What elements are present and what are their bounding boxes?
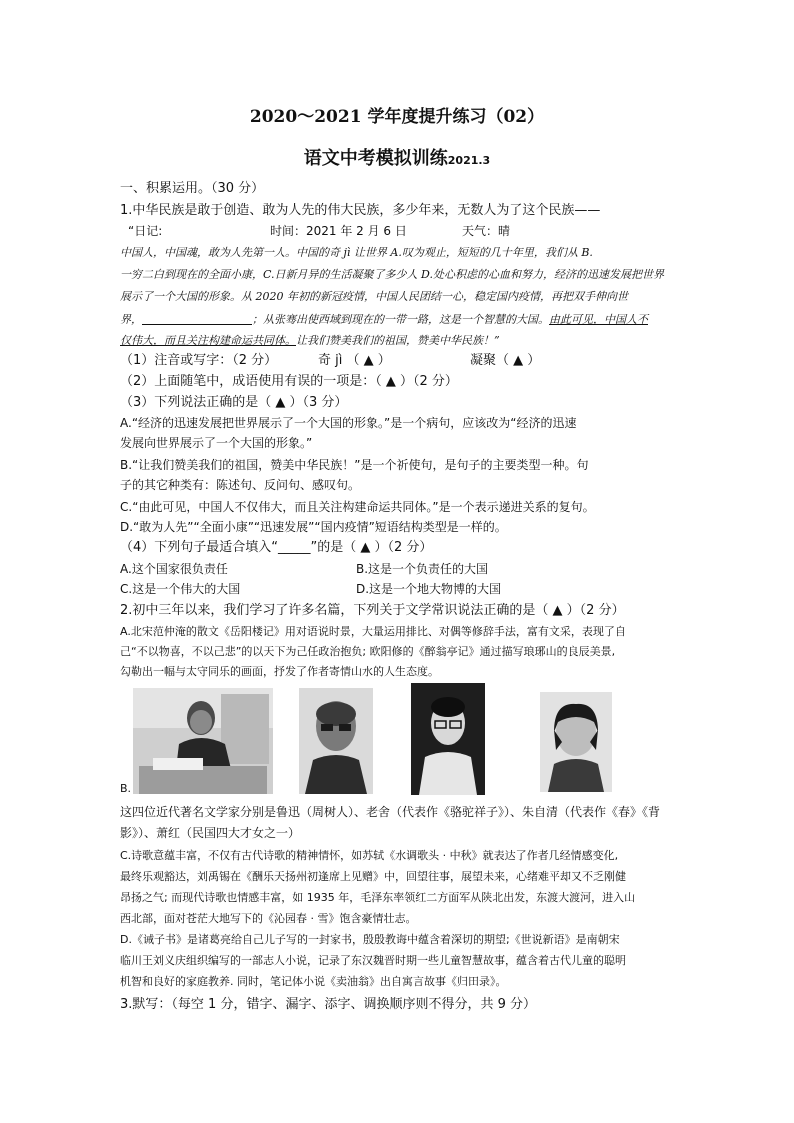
passage-text: 中国人，中国魂，敢为人先第一人。中国的奇 jì 让世界 A.叹为观止，短短的几十年里，我们从 B. [120, 246, 593, 259]
diary-time: 时间：2021 年 2 月 6 日 [270, 224, 407, 238]
q1-sub2: （2）上面随笔中，成语使用有误的一项是：（ ▲ ）（2 分） [120, 374, 458, 389]
passage-line-1 [120, 246, 593, 260]
option-a-line1: A.“经济的迅速发展把世界展示了一个大国的形象。”是一个病句，应该改为“经济的迅速 [120, 416, 577, 430]
subtitle-date: 2021.3 [447, 154, 491, 167]
diary-label: “日记: [128, 224, 163, 238]
q2-a-line1: A.北宋范仲淹的散文《岳阳楼记》用对语说时景，大量运用排比、对偶等修辞手法，富有文采，表现了自 [120, 625, 626, 638]
q2-c-line2: 最终乐观豁达，刘禹锡在《酬乐天扬州初逢席上见赠》中，回望往事，展望未来，心绪难平却又不乏刚健 [120, 870, 626, 883]
q2-c-line3: 昂扬之气; 而现代诗歌也情感丰富，如 1935 年，毛泽东率领红二方面军从陕北出发，东渡大渡河，进入山 [120, 891, 636, 904]
q1-sub3: （3）下列说法正确的是（ ▲ ）（3 分） [120, 395, 348, 410]
q3-stem: 3.默写：（每空 1 分，错字、漏字、添字、调换顺序则不得分，共 9 分） [120, 997, 536, 1012]
q2-d-line2: 临川王刘义庆组织编写的一部志人小说，记录了东汉魏晋时期一些儿童智慧故事，蕴含着古代儿童的聪明 [120, 954, 626, 967]
q1-sub4: （4）下列句子最适合填入“_____”的是（ ▲ ）（2 分） [120, 540, 433, 555]
fill-option-b: B.这是一个负责任的大国 [356, 562, 489, 576]
passage-line-2: 一穷二白到现在的全面小康，C.日新月异的生活凝聚了多少人 D.处心积虑的心血和努力，经济的迅速发展把世界 [120, 268, 664, 281]
q2-a-line2: 己“不以物喜，不以己悲”的以天下为己任政治抱负; 欧阳修的《醉翁亭记》通过描写琅琊山的良辰美景, [120, 645, 616, 658]
page-title: 2020～2021 学年度提升练习（02） [249, 107, 545, 127]
q2-d-line3: 机智和良好的家庭教养. 同时，笔记体小说《卖油翁》出自寓言故事《归田录》。 [120, 975, 507, 988]
q2-c-line1: C.诗歌意蕴丰富，不仅有古代诗歌的精神情怀，如苏轼《水调歌头 · 中秋》就表达了作者几经情感变化, [120, 849, 619, 862]
option-b-line1: B.“让我们赞美我们的祖国，赞美中华民族！”是一个祈使句，是句子的主要类型一种。句 [120, 458, 589, 472]
option-c: C.“由此可见，中国人不仅伟大，而且关注构建命运共同体。”是一个表示递进关系的复句。 [120, 500, 595, 514]
q2-stem: 2.初中三年以来，我们学习了许多名篇，下列关于文学常识说法正确的是（ ▲ ）（2 分） [120, 603, 625, 618]
diary-weather: 天气：晴 [462, 224, 511, 238]
q1-sub1-a: 奇 jì （ ▲ ） [318, 353, 391, 368]
q2-d-line1: D.《诫子书》是诸葛亮给自己儿子写的一封家书，殷殷教诲中蕴含着深切的期望;《世说新语》是南朝宋 [120, 933, 620, 946]
passage-text: ；从张骞出使西域到现在的一带一路，这是一个智慧的大国。 [252, 313, 549, 326]
passage-line-3: 展示了一个大国的形象。从 2020 年初的新冠疫情，中国人民团结一心，稳定国内疫情，再把双手伸向世 [120, 290, 628, 303]
passage-underlined: 仅伟大，而且关注构建命运共同体。 [120, 334, 296, 347]
passage-line-5 [120, 334, 500, 348]
passage-text: 界， [120, 313, 142, 326]
option-d: D.“敢为人先”“全面小康”“迅速发展”“国内疫情”短语结构类型是一样的。 [120, 520, 507, 534]
q2-c-line4: 西北部，面对苍茫大地写下的《沁园春 · 雪》饱含豪情壮志。 [120, 912, 417, 925]
q2-b-line2: 影》）、萧红（民国四大才女之一） [120, 826, 301, 840]
section-heading: 一、积累运用。（30 分） [120, 181, 265, 196]
fill-blank[interactable] [142, 312, 252, 325]
photo-lao-she [299, 688, 373, 794]
fill-option-a: A.这个国家很负责任 [120, 562, 228, 576]
photo-lu-xun [133, 688, 273, 794]
subtitle [0, 148, 794, 171]
fill-option-d: D.这是一个地大物博的大国 [356, 582, 502, 596]
q2-b-label: B. [120, 782, 132, 795]
passage-text: 让我们赞美我们的祖国，赞美中华民族！” [296, 334, 500, 347]
fill-option-c: C.这是一个伟大的大国 [120, 582, 241, 596]
option-a-line2: 发展向世界展示了一个大国的形象。” [120, 436, 313, 450]
q1-intro: 1.中华民族是敢于创造、敢为人先的伟大民族，多少年来，无数人为了这个民族—— [120, 203, 601, 218]
q1-sub1: （1）注音或写字：（2 分） [120, 353, 278, 368]
subtitle-text: 语文中考模拟训练 [303, 148, 448, 169]
photo-zhu-ziqing [411, 683, 485, 795]
passage-underlined: 由此可见，中国人不 [549, 313, 648, 326]
q1-sub1-b: 凝聚（ ▲ ） [470, 353, 541, 368]
photo-xiao-hong [540, 692, 612, 792]
option-b-line2: 子的其它种类有：陈述句、反问句、感叹句。 [120, 478, 361, 492]
passage-line-4 [120, 312, 648, 327]
q2-a-line3: 勾勒出一幅与太守同乐的画面，抒发了作者寄情山水的人生态度。 [120, 665, 439, 678]
q2-b-line1: 这四位近代著名文学家分别是鲁迅（周树人）、老舍（代表作《骆驼祥子》）、朱自清（代表作《春》《背 [120, 805, 661, 819]
